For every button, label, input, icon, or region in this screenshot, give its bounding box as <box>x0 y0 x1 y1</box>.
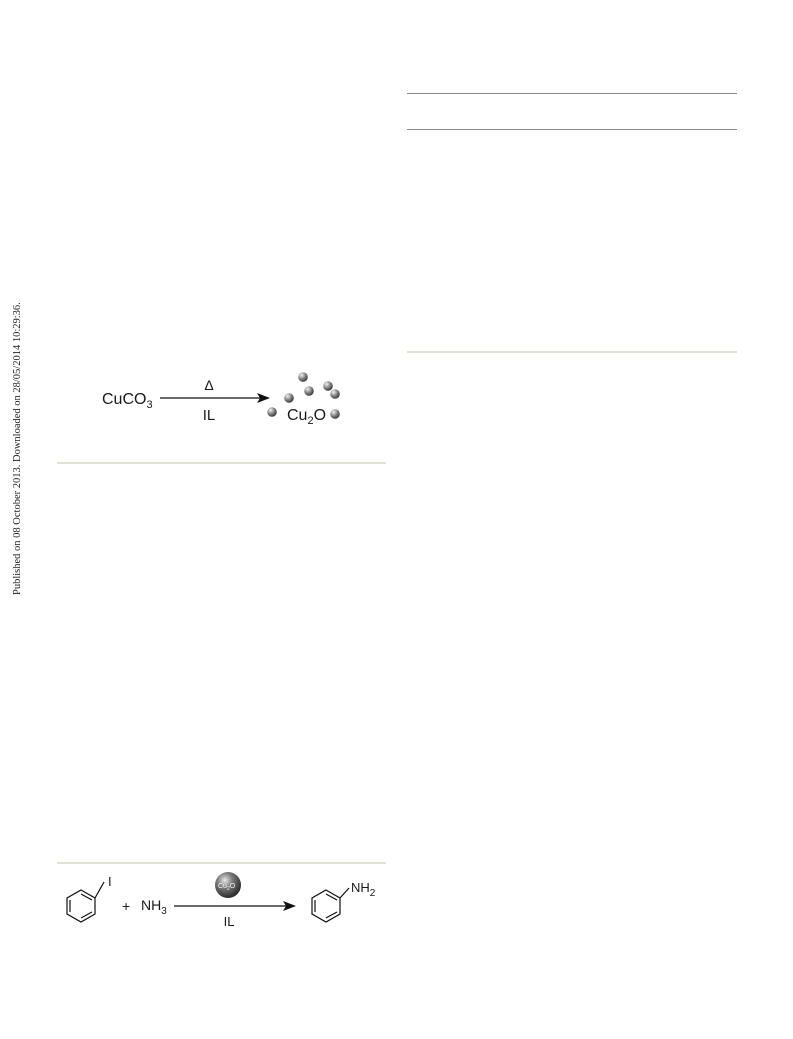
cu2o-catalyst-sphere <box>215 872 241 898</box>
table-bottom-rule <box>407 351 737 353</box>
scheme1-bottom-rule <box>57 462 386 464</box>
svg-text:Cu2O: $Cu_2O$ <box>218 883 236 892</box>
benzene-ring-reactant <box>67 882 104 922</box>
product-cu2o: $Cu_2O$ <box>287 407 327 427</box>
amino-label: $NH_2$ <box>351 880 376 899</box>
scheme-cu2o-synthesis <box>95 368 355 428</box>
reactant-cuco3: CuCO$_3$ <box>102 391 153 411</box>
scheme-amination-figure <box>58 870 388 942</box>
table-top-rule <box>407 93 737 94</box>
condition-il: IL <box>223 914 235 929</box>
scheme-cu2o-figure <box>95 368 355 428</box>
reagent-nh3: $NH_3$ <box>141 897 167 917</box>
condition-heat: Δ <box>204 377 214 393</box>
condition-il: IL <box>202 407 216 424</box>
scheme-amination <box>58 870 388 942</box>
benzene-ring-product <box>312 888 349 922</box>
publication-note: Published on 08 October 2013. Downloaded on 28/05/2014 10:29:36. <box>12 302 23 595</box>
scheme2-top-rule <box>57 862 386 864</box>
plus-sign: + <box>122 898 131 914</box>
table-header-rule <box>407 129 737 130</box>
iodo-label: I <box>108 874 112 889</box>
